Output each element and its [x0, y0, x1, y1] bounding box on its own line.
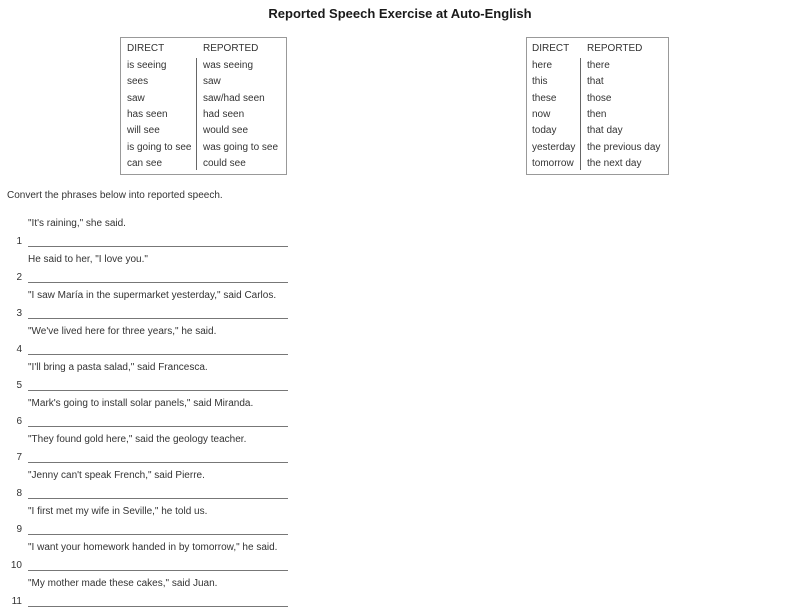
- table-cell-reported: there: [587, 60, 610, 71]
- exercise-phrase: "It's raining," she said.: [28, 218, 126, 229]
- table-cell-direct: this: [532, 76, 548, 87]
- exercise-phrase: "I first met my wife in Seville," he told us.: [28, 506, 208, 517]
- answer-line[interactable]: [28, 534, 288, 535]
- table-cell-direct: sees: [127, 76, 149, 87]
- answer-line[interactable]: [28, 354, 288, 355]
- exercise-phrase: "They found gold here," said the geology teacher.: [28, 434, 247, 445]
- table-cell-reported: had seen: [203, 109, 245, 120]
- table-cell-reported: that day: [587, 125, 623, 136]
- table-cell-reported: was going to see: [203, 142, 279, 153]
- table-cell-direct: saw: [127, 93, 145, 104]
- exercise-phrase: "I saw María in the supermarket yesterday," said Carlos.: [28, 290, 277, 301]
- column-divider: [580, 58, 581, 170]
- page-title: Reported Speech Exercise at Auto-English: [268, 6, 532, 21]
- table-cell-direct: has seen: [127, 109, 168, 120]
- exercise-number: 9: [16, 524, 22, 535]
- table-cell-reported: that: [587, 76, 604, 87]
- table-header-direct: DIRECT: [532, 43, 570, 54]
- exercise-number: 5: [16, 380, 22, 391]
- verb-tense-table: [120, 37, 287, 175]
- exercise-phrase: "I'll bring a pasta salad," said Francesca.: [28, 362, 208, 373]
- exercise-number: 10: [10, 560, 22, 571]
- answer-line[interactable]: [28, 246, 288, 247]
- answer-line[interactable]: [28, 318, 288, 319]
- table-cell-direct: here: [532, 60, 553, 71]
- exercise-number: 3: [16, 308, 22, 319]
- table-header-direct: DIRECT: [127, 43, 165, 54]
- table-cell-reported: the next day: [587, 158, 642, 169]
- answer-line[interactable]: [28, 282, 288, 283]
- answer-line[interactable]: [28, 426, 288, 427]
- table-cell-reported: would see: [203, 125, 249, 136]
- table-cell-direct: tomorrow: [532, 158, 574, 169]
- table-cell-direct: now: [532, 109, 551, 120]
- exercise-phrase: "My mother made these cakes," said Juan.: [28, 578, 218, 589]
- table-cell-direct: these: [532, 93, 557, 104]
- table-cell-direct: is going to see: [127, 142, 192, 153]
- table-cell-reported: could see: [203, 158, 246, 169]
- table-cell-direct: is seeing: [127, 60, 167, 71]
- exercise-phrase: "Mark's going to install solar panels," said Miranda.: [28, 398, 254, 409]
- table-header-reported: REPORTED: [203, 43, 259, 54]
- answer-line[interactable]: [28, 498, 288, 499]
- exercise-phrase: "We've lived here for three years," he said.: [28, 326, 217, 337]
- exercise-phrase: He said to her, "I love you.": [28, 254, 148, 265]
- exercise-number: 4: [16, 344, 22, 355]
- table-cell-direct: today: [532, 125, 557, 136]
- exercise-number: 1: [16, 236, 22, 247]
- exercise-number: 6: [16, 416, 22, 427]
- table-cell-reported: those: [587, 93, 612, 104]
- answer-line[interactable]: [28, 462, 288, 463]
- table-header-reported: REPORTED: [587, 43, 643, 54]
- table-cell-direct: yesterday: [532, 142, 576, 153]
- table-cell-reported: saw/had seen: [203, 93, 265, 104]
- exercise-number: 7: [16, 452, 22, 463]
- table-cell-direct: will see: [127, 125, 160, 136]
- instructions: Convert the phrases below into reported speech.: [7, 190, 223, 201]
- table-cell-reported: saw: [203, 76, 221, 87]
- exercise-number: 2: [16, 272, 22, 283]
- time-place-table: [526, 37, 669, 175]
- table-cell-direct: can see: [127, 158, 163, 169]
- table-cell-reported: was seeing: [203, 60, 254, 71]
- table-cell-reported: then: [587, 109, 607, 120]
- table-cell-reported: the previous day: [587, 142, 661, 153]
- exercise-phrase: "I want your homework handed in by tomorrow," he said.: [28, 542, 278, 553]
- column-divider: [196, 58, 197, 170]
- answer-line[interactable]: [28, 390, 288, 391]
- exercise-phrase: "Jenny can't speak French," said Pierre.: [28, 470, 205, 481]
- answer-line[interactable]: [28, 570, 288, 571]
- exercise-number: 8: [16, 488, 22, 499]
- exercise-number: 11: [11, 596, 22, 607]
